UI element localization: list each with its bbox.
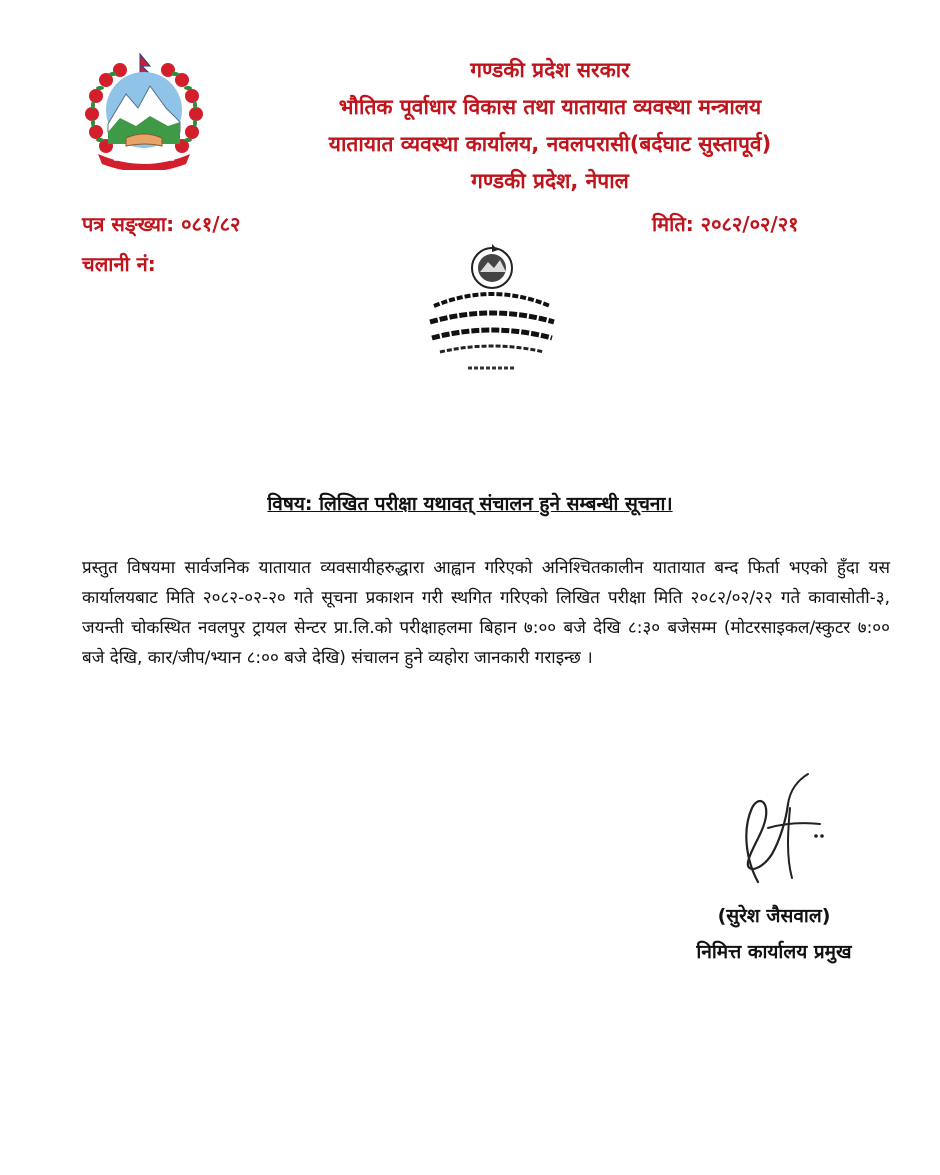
- office-stamp-icon: [412, 242, 572, 382]
- letter-number: पत्र सङ्ख्या: ०८१/८२: [82, 212, 241, 236]
- header-province-government: गण्डकी प्रदेश सरकार: [470, 58, 630, 82]
- nepal-government-emblem-icon: [80, 52, 210, 170]
- letter-date: मिति: २०८२/०२/२१: [652, 212, 799, 236]
- header-office: यातायात व्यवस्था कार्यालय, नवलपरासी(बर्दघाट सुस्तापूर्व): [328, 132, 772, 156]
- notice-body: प्रस्तुत विषयमा सार्वजनिक यातायात व्यवसायीहरुद्धारा आह्वान गरिएको अनिश्चितकालीन यातायात बन्द फिर्ता भएको हुँदा यस कार्यालयबाट मिति २०८२-०२-२० गते सूचना प्रकाशन गरी स्थगित गरिएको लिखित परीक्षा मिति २०८२/०२/२२ गते कावासोती-३, जयन्ती चोकस्थित नवलपुर ट्रायल सेन्टर प्रा.लि.को परीक्षाहलमा बिहान ७:०० बजे देखि ८:३० बजेसम्म (मोटरसाइकल/स्कुटर ७:०० बजे देखि, कार/जीप/भ्यान ८:०० बजे देखि) संचालन हुने व्यहोरा जानकारी गराइन्छ ।: [82, 558, 890, 668]
- header-ministry: भौतिक पूर्वाधार विकास तथा यातायात व्यवस्था मन्त्रालय: [338, 95, 762, 119]
- dispatch-number: चलानी नं:: [82, 252, 156, 276]
- signatory-name: (सुरेश जैसवाल): [717, 905, 831, 927]
- office-header: [240, 52, 860, 200]
- header-address: गण्डकी प्रदेश, नेपाल: [471, 169, 629, 193]
- signatory-title: निमित्त कार्यालय प्रमुख: [696, 941, 852, 963]
- signature-icon: [728, 770, 838, 890]
- notice-subject: विषय: लिखित परीक्षा यथावत् संचालन हुने सम्बन्धी सूचना।: [267, 493, 673, 515]
